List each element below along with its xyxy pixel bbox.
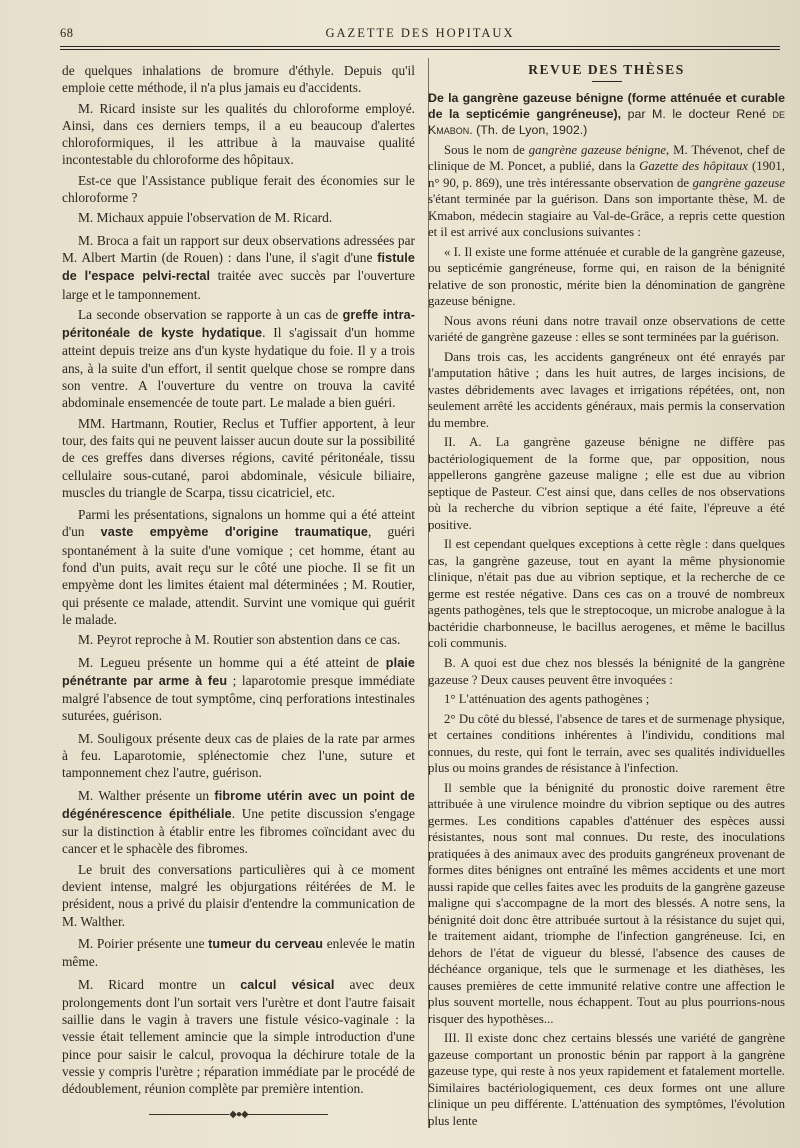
text: M. Walther présente un [78, 787, 215, 803]
paragraph [428, 780, 785, 1028]
page-header [60, 26, 780, 46]
text: . Il s'agissait d'un homme atteint depuis treize ans d'un kyste hydatique du foie. Il y a trois ans, à la suite d'un effort, il sentit quelque chose se rompre dans son ventre. A l'ouverture du ventre on trouva la cavité abdominale ensemencée de toute part. Le malade a bien guéri. [62, 325, 415, 411]
text: M. Broca a fait un rapport sur deux observations adressées par M. Albert Martin (de Rouen) : dans l'une, il s'agit d'une [62, 232, 415, 265]
text: Sous le nom de [444, 142, 529, 157]
paragraph [428, 313, 785, 346]
header-rule-thin [60, 49, 780, 50]
text: III. Il existe donc chez certains blessés une variété de gangrène gazeuse comportant un pronostic bénin par rapport à la gangrène gazeuse type, qui reste à nos yeux rapidement et fatalement mortelle. Similaires bactériologiquement, ces deux formes ont une allure clinique un peu différente. L'atténuation des symptômes, l'évolution plus lente [428, 1031, 785, 1128]
text: M. Ricard insiste sur les qualités du chloroforme employé. Ainsi, dans ces derniers temps, il a eu beaucoup d'alertes chloroformiques, il les attribue à la mauvaise qualité incontestable du chloroforme des hôpitaux. [62, 100, 415, 168]
bold-term: fistule de l'espace pelvi-rectal [62, 250, 415, 284]
text: de quelques inhalations de bromure d'éthyle. Depuis qu'il emploie cette méthode, il n'a plus jamais eu d'accidents. [62, 63, 415, 96]
paragraph [62, 935, 415, 971]
bold-term: vaste empyème d'origine traumatique [100, 525, 368, 540]
text: Dans trois cas, les accidents gangréneux ont été enrayés par l'amputation hâtive ; dans les huit autres, de larges incisions, de vastes débridements avec lavages et irrigations répétées, ont, non seulement arrêté les accidents généraux, mais permis la conservation du membre. [428, 349, 785, 430]
header-rule [60, 46, 780, 47]
bold-term: fibrome utérin avec un point de dégénérescence épithéliale [62, 788, 415, 821]
text: enlevée le matin même. [62, 935, 415, 970]
paragraph [62, 976, 415, 1098]
paragraph [62, 861, 415, 930]
paragraph [62, 631, 415, 648]
text: Parmi les présentations, signalons un homme qui a été atteint d'un [62, 507, 415, 540]
byline: par M. le docteur René [621, 106, 773, 121]
text: , M. Thévenot, chef de clinique de M. Poncet, a publié, dans la [428, 142, 785, 174]
text: , guéri spontanément à la suite d'une vomique ; cet homme, étant au fond d'un puits, avait reçu sur le côté une pioche. Il se fit un empyème dont les limites étaient mal déterminées ; M. Routier, qui présente ce malade, attendit. Survint une vomique qui guérit le malade. [62, 524, 415, 627]
end-ornament: ◆●◆ [62, 1106, 415, 1123]
text: B. A quoi est due chez nos blessés la bénignité de la gangrène gazeuse ? Deux causes peuvent être invoquées : [428, 655, 785, 687]
article-heading [428, 90, 785, 138]
text: « I. Il existe une forme atténuée et curable de la gangrène gazeuse, ou septicémie gangréneuse, forme qui, en raison de la bénignité relative de son pronostic, mérite bien la dénomination de gangrène gazeuse bénigne. [428, 244, 785, 309]
text: M. Legueu présente un homme qui a été atteint de [78, 654, 386, 670]
text: Le bruit des conversations particulières qui à ce moment devient intense, malgré les objurgations réitérées de M. le président, nous a privé du plaisir d'entendre la communication de M. Walther. [62, 861, 415, 929]
paragraph [62, 506, 415, 628]
paragraph [62, 232, 415, 303]
paragraph [428, 434, 785, 533]
paragraph [62, 787, 415, 858]
italic-term: gangrène gazeuse bénigne [528, 142, 667, 157]
article-title: De la gangrène gazeuse bénigne (forme atténuée et curable de la septicémie gangréneuse), [428, 90, 785, 121]
text: II. A. La gangrène gazeuse bénigne ne diffère pas bactériologiquement de la forme que, par opposition, nous appellerons gangrène gazeuse maligne ; elle est due au vibrion septique de Pasteur. C'est ainsi que, dans celles de nos observations où la recherche du vibrion septique a été faite, l'épreuve a été positive. [428, 435, 785, 532]
running-title: GAZETTE DES HOPITAUX [325, 26, 515, 40]
paragraph [428, 244, 785, 310]
text: M. Peyrot reproche à M. Routier son abstention dans ce cas. [78, 632, 401, 648]
text: MM. Hartmann, Routier, Reclus et Tuffier apportent, à leur tour, des faits qui ne peuvent laisser aucun doute sur la possibilité de ces greffes dans diverses régions, cavité péritonéale, tissu cellulaire sous-cutané, paroi abdominale, vésicule biliaire, muscles du triangle de Scarpa, tissu cicatriciel, etc. [62, 415, 415, 500]
paragraph [62, 209, 415, 226]
text: M. Ricard montre un [78, 976, 241, 992]
text: Il semble que la bénignité du pronostic doive rarement être attribuée à une virulence moindre du vibrion septique ou des autres germes. Les conditions capables d'atténuer des espèces aussi résistantes, nous sont mal connues. Du reste, des inoculations pratiquées à des animaux avec des produits gangréneux provenant de formes dites bénignes ont entraîné les mêmes accidents et une mort aussi rapide que celles faites avec les produits de la gangrène gazeuse maligne qui s'accompagne de la mort des blessés. A notre sens, la bénignité doit donc être attribuée surtout à la résistance du sujet qui, le traitement aidant, triomphe de l'infection gangréneuse. Ici, en dehors de l'état de vigueur du blessé, l'absence des causes de déchéance organique, tels que le surmenage et les diathèses, les causes premières de cette immunité relative contre une affection le plus souvent mortelle, nous échappent. Tout au plus pourrions-nous risquer des hypothèses... [428, 780, 785, 1026]
text: s'étant terminée par la guérison. Dans son importante thèse, M. de Kmabon, médecin stagiaire au Val-de-Grâce, a repris cette question et il est arrivé aux conclusions suivantes : [428, 192, 785, 240]
section-title: REVUE DES THÈSES [528, 62, 685, 77]
text: (1901, n° 90, p. 869), une très intéressante observation de [428, 159, 785, 190]
byline-source: . (Th. de Lyon, 1902.) [469, 122, 588, 137]
text: traitée avec succès par l'ouverture large et le tamponnement. [62, 268, 415, 302]
paragraph [428, 536, 785, 652]
bold-term: greffe intra-péritonéale de kyste hydatique [62, 307, 415, 341]
text: M. Michaux appuie l'observation de M. Ricard. [78, 210, 333, 226]
paragraph [428, 142, 785, 241]
paragraph [428, 349, 785, 432]
text: . Une petite discussion s'engage sur la distinction à établir entre les fibromes coïncidant avec du cancer et le sphacèle des fibromes. [62, 805, 415, 857]
text: M. Poirier présente une [78, 935, 209, 951]
paragraph [62, 172, 415, 207]
italic-term: Gazette des hôpitaux [639, 159, 748, 174]
paragraph [62, 100, 415, 169]
paragraph [62, 654, 415, 725]
section-rule [592, 81, 622, 82]
author-name: de Kmabon [428, 106, 785, 137]
paragraph [428, 1030, 785, 1129]
page-number: 68 [60, 26, 74, 40]
left-column [62, 62, 415, 1123]
text: Nous avons réuni dans notre travail onze observations de cette variété de gangrène gazeuse : elles se sont terminées par la guérison. [428, 313, 785, 345]
right-column [428, 62, 785, 1132]
paragraph [428, 711, 785, 777]
italic-term: gangrène gazeuse [692, 175, 785, 190]
paragraph [62, 62, 415, 97]
text: 1° L'atténuation des agents pathogènes ; [444, 692, 650, 707]
paragraph [428, 691, 785, 708]
text: La seconde observation se rapporte à un cas de [78, 306, 343, 322]
text: avec deux prolongements dont l'un sortait vers l'urètre et dont l'autre faisait saillie dans le vagin à travers une fistule vésico-vaginale : la vessie était tellement amincie que la simple introduction d'une pince pour saisir le calcul, provoqua la déchirure totale de la vessie y compris l'urètre ; réparation immédiate par le procédé de dédoublement, réunion complète par première intention. [62, 976, 415, 1097]
text: Est-ce que l'Assistance publique ferait des économies sur le chloroforme ? [62, 172, 415, 206]
text: ; laparotomie presque immédiate malgré l'absence de tout symptôme, cinq perforations intestinales suturées, guérison. [62, 672, 415, 724]
paragraph [428, 655, 785, 688]
paragraph [62, 306, 415, 412]
text: Il est cependant quelques exceptions à cette règle : dans quelques cas, la gangrène gazeuse, tout en ayant la même physionomie clinique, n'était pas due au vibrion septique, et la recherche de ce germe est restée négative. Dans ces cas on a trouvé de nombreux agents pathogènes, tels que le streptocoque, un microbe analogue à la bactéridie charbonneuse, le bacillus aerogenes, et même le bacillus coli communis. [428, 537, 785, 651]
bold-term: plaie pénétrante par arme à feu [62, 655, 415, 688]
bold-term: tumeur du cerveau [208, 936, 324, 951]
paragraph [62, 730, 415, 782]
text: 2° Du côté du blessé, l'absence de tares et de surmenage physique, et certaines conditions inhérentes à l'individu, conditions mal connues, du reste, qui font le terrain, avec ses qualités individuelles plus ou moins grandes de résistance à l'infection. [428, 711, 785, 776]
bold-term: calcul vésical [240, 977, 335, 992]
text: M. Souligoux présente deux cas de plaies de la rate par armes à feu. Laparotomie, splénectomie chez l'une, suture et tamponnement chez l'autre, guérison. [62, 730, 415, 781]
paragraph [62, 415, 415, 501]
